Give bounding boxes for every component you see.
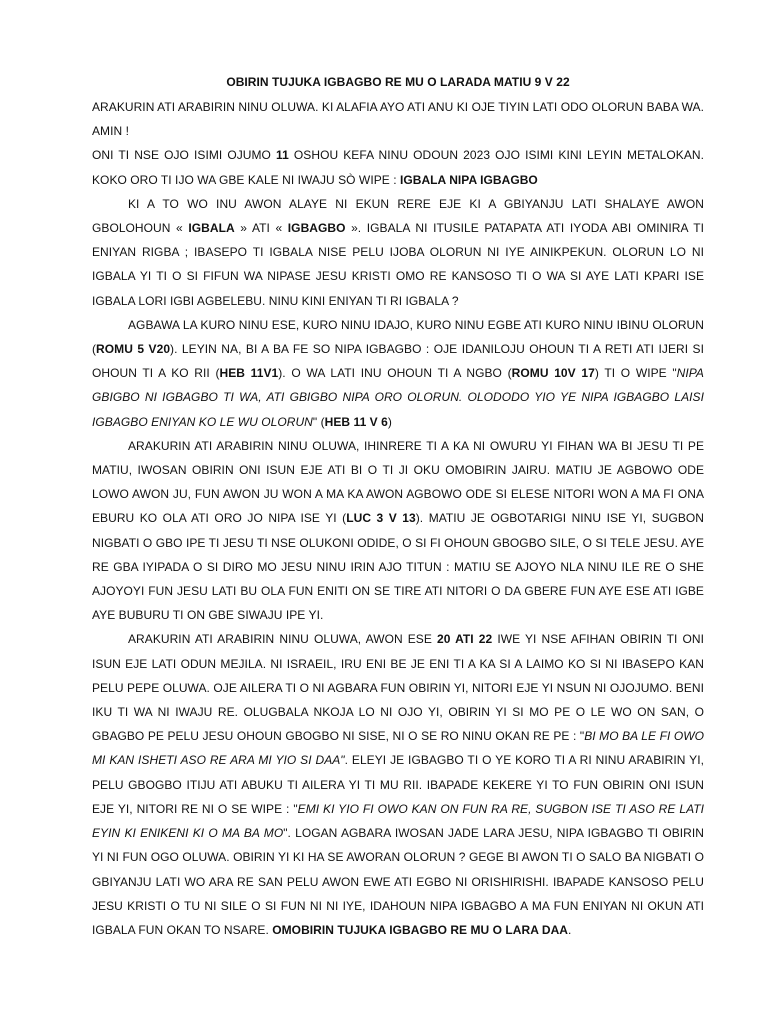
definitions-text-1: KI A TO WO INU AWON ALAYE NI EKUN RERE EJE KI A GBIYANJU LATI SHALAYE AWON GBOLOHOUN « <box>92 196 704 236</box>
ref-heb-11-v6: HEB 11 V 6 <box>324 414 388 429</box>
closing-statement: OMOBIRIN TUJUKA IGBAGBO RE MU O LARA DAA <box>272 922 569 937</box>
faith-text-2: ). LEYIN NA, BI A BA FE SO NIPA IGBAGBO : OJE IDANILOJU OHOUN TI A RETI ATI IJERI SI OHOUN TI A KO RII ( <box>92 342 704 381</box>
faith-text-5: " ( <box>312 414 325 429</box>
greeting-text: ARAKURIN ATI ARABIRIN NINU OLUWA. KI ALAFIA AYO ATI ANU KI OJE TIYIN LATI ODO OLORUN BABA WA. AMIN ! <box>92 100 704 139</box>
theme-topic: IGBALA NIPA IGBAGBO <box>399 172 538 187</box>
faith-text-3: ). O WA LATI INU OHOUN TI A NGBO ( <box>278 366 512 381</box>
faith-quote: NIPA GBIGBO NI IGBAGBO TI WA, ATI GBIGBO NIPA ORO OLORUN. OLODODO YIO YE NIPA IGBAGBO LAISI IGBAGBO ENIYAN KO LE WU OLORUN <box>92 366 704 429</box>
theme-day-number: 11 <box>276 148 289 163</box>
theme-text-1: ONI TI NSE OJO ISIMI OJUMO <box>92 148 277 163</box>
woman-quote-2: EMI KI YIO FI OWO KAN ON FUN RA RE, SUGBON ISE TI ASO RE LATI EYIN KI ENIKENI KI O MA BA MO <box>92 801 704 841</box>
woman-text-4: ". LOGAN AGBARA IWOSAN JADE LARA JESU, NIPA IGBAGBO TI OBIRIN YI NI FUN OGO OLUWA. OBIRIN YI KI HA SE AWORAN OLORUN ? GEGE BI AWON TI O SALO BA NIGBATI O GBIYANJU LATI WO ARA RE SAN PELU AWON EWE ATI EGBO NI ORISHIRISHI. IBAPADE KANSOSO PELU JESU KRISTI O TU NI SILE O SI FUN NI NI IYE, IDAHOUN NIPA IGBAGBO A MA FUN ENIYAN NI OKUN ATI IGBALA FUN OKAN TO NSARE. <box>92 826 704 937</box>
ref-luc-3-v13: LUC 3 V 13 <box>346 511 416 526</box>
term-igbagbo: IGBAGBO <box>287 221 346 236</box>
paragraph-matthew <box>92 434 704 628</box>
faith-text-6: ) <box>387 414 392 429</box>
paragraph-greeting <box>92 95 704 143</box>
matthew-text-2: ). MATIU JE OGBOTARIGI NINU ISE YI, SUGBON NIGBATI O GBO IPE TI JESU TI NSE OLUKONI ODIDE, O SI FI OHOUN GBOGBO SILE, O SI TELE JESU. AYE RE GBA IYIPADA O SI DIRO MO JESU NINU IRIN AJO TITUN : MATIU SE AJOYO NLA NINU ILE RE O SHE AJOYOYI FUN JESU LATI BU OLA FUN ENITI ON SE TIRE ATI NITORI O DA GBERE FUN AYE ESE ATI IGBE AYE BUBURU TI ON GBE SIWAJU IPE YI. <box>92 511 704 623</box>
woman-text-1: ARAKURIN ATI ARABIRIN NINU OLUWA, AWON ESE <box>128 632 438 647</box>
term-igbala: IGBALA <box>188 221 235 236</box>
ref-heb-11v1: HEB 11V1 <box>219 366 279 381</box>
woman-text-2: IWE YI NSE AFIHAN OBIRIN TI ONI ISUN EJE LATI ODUN MEJILA. NI ISRAEIL, IRU ENI BE JE ENI TI A KA SI A LAIMO KO SI NI IBASEPO KAN PELU PEPE OLUWA. OJE AILERA TI O NI AGBARA FUN OBIRIN YI, NITORI EJE YI NSUN NI OJOJUMO. BENI IKU TI WA NI IWAJU RE. OLUGBALA NKOJA LO NI OJO YI, OBIRIN YI SI MO PE O LE WO ON SAN, O GBAGBO PE PELU JESU OHOUN GBOGBO NI SISE, NI O SE RO NINU OKAN RE PE : " <box>92 632 705 744</box>
paragraph-woman <box>92 627 704 942</box>
paragraph-faith <box>92 313 704 434</box>
ref-romu-5-v20: ROMU 5 V20 <box>96 342 171 357</box>
theme-text-2: OSHOU KEFA NINU ODOUN 2023 OJO ISIMI KINI LEYIN METALOKAN. KOKO ORO TI IJO WA GBE KALE NI IWAJU SÒ WIPE : <box>92 148 705 187</box>
faith-text-1: AGBAWA LA KURO NINU ESE, KURO NINU IDAJO, KURO NINU EGBE ATI KURO NINU IBINU OLORUN ( <box>92 317 704 357</box>
ref-romu-10v17: ROMU 10V 17 <box>511 366 595 381</box>
woman-text-5: . <box>568 922 572 937</box>
definitions-text-2: » ATI « <box>234 221 288 236</box>
paragraph-theme <box>92 143 704 191</box>
matthew-text-1: ARAKURIN ATI ARABIRIN NINU OLUWA, IHINRERE TI A KA NI OWURU YI FIHAN WA BI JESU TI PE MATIU, IWOSAN OBIRIN ONI ISUN EJE ATI BI O TI JI OKU OMOBIRIN JAIRU. MATIU JE AGBOWO ODE LOWO AWON JU, FUN AWON JU WON A MA KA AWON AGBOWO ODE SI ELESE NITORI WON A MA FI ONA EBURU KO OLA ATI ORO JO NIPA ISE YI ( <box>92 438 704 526</box>
document-title: OBIRIN TUJUKA IGBAGBO RE MU O LARADA MATIU 9 V 22 <box>226 75 570 89</box>
woman-text-3: . ELEYI JE IGBAGBO TI O YE KORO TI A RI NINU ARABIRIN YI, PELU GBOGBO ITIJU ATI ABUKU TI AILERA YI TI MU RII. IBAPADE KEKERE YI TO FUN OBIRIN ONI ISUN EJE YI, NITORI RE NI O SE WIPE : " <box>92 753 704 816</box>
definitions-text-3: ». IGBALA NI ITUSILE PATAPATA ATI IYODA ABI OMINIRA TI ENIYAN RIGBA ; IBASEPO TI IGBALA NISE PELU IJOBA OLORUN NI IYE AINIKPEKUN. OLORUN LO NI IGBALA YI TI O SI FIFUN WA NIPASE JESU KRISTI OMO RE KANSOSO TI O WA SI AYE LATI KPARI ISE IGBALA LORI IGBI AGBELEBU. NINU KINI ENIYAN TI RI IGBALA ? <box>92 221 705 308</box>
faith-text-4: ) TI O WIPE " <box>594 366 677 381</box>
ref-verses-20-22: 20 ATI 22 <box>437 632 493 647</box>
paragraph-definitions <box>92 192 704 313</box>
woman-quote-1: BI MO BA LE FI OWO MI KAN ISHETI ASO RE ARA MI YIO SI DAA" <box>92 729 704 768</box>
